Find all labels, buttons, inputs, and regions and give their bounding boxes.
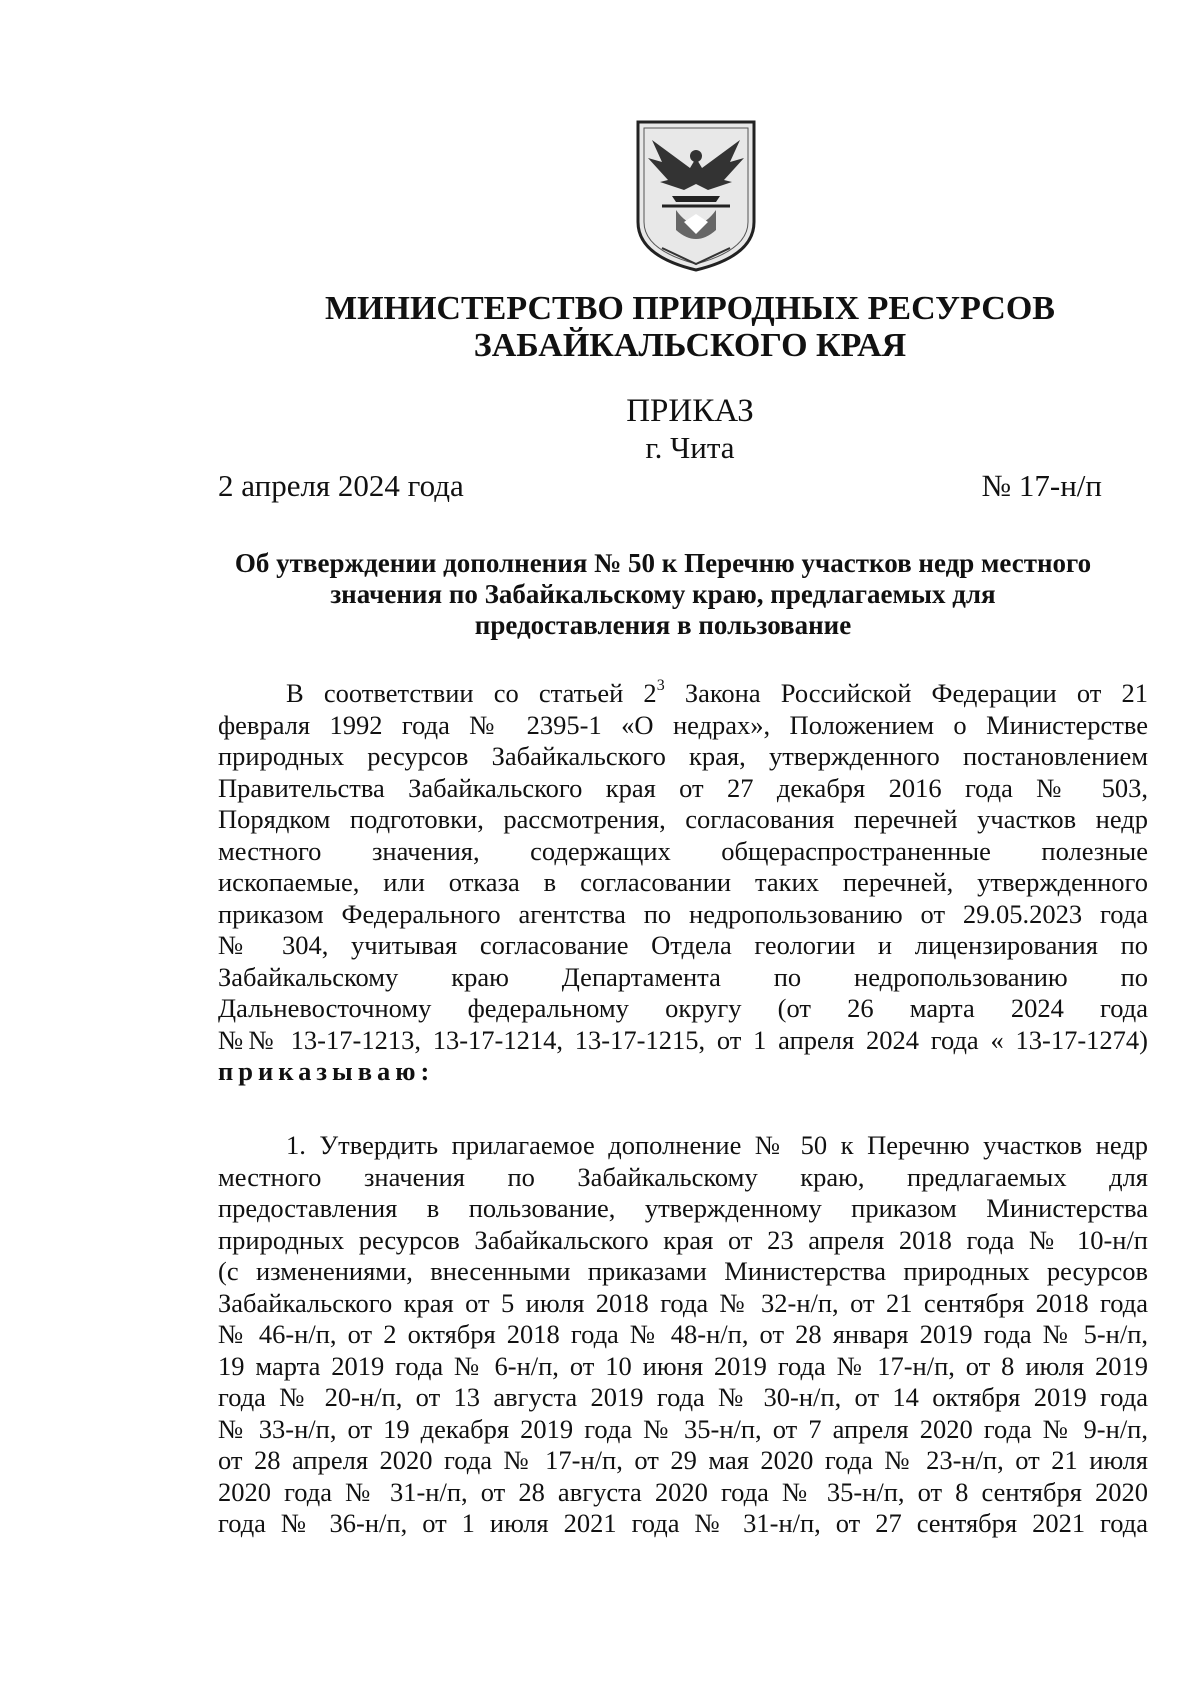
ministry-name-line1: МИНИСТЕРСТВО ПРИРОДНЫХ РЕСУРСОВ xyxy=(324,290,1055,327)
paragraph-line: февраля 1992 года № 2395-1 «О недрах», Положением о Министерстве xyxy=(218,709,1148,740)
paragraph-line: В соответствии со статьей $2^3$ Закона Российской Федерации от 21 xyxy=(286,677,1148,708)
order-keyword: приказываю: xyxy=(218,1056,435,1086)
paragraph-line: местного значения по Забайкальскому краю, предлагаемых для xyxy=(218,1161,1148,1192)
subject-line: Об утверждении дополнения № 50 к Перечню участков недр местного xyxy=(234,548,1092,578)
subject-line: значения по Забайкальскому краю, предлагаемых для xyxy=(330,579,996,609)
paragraph-line: Забайкальскому краю Департамента по недропользованию по xyxy=(218,961,1148,992)
paragraph-line: № 304, учитывая согласование Отдела геологии и лицензирования по xyxy=(218,930,1148,960)
coat-of-arms-icon xyxy=(632,118,760,272)
paragraph-line: приказом Федерального агентства по недропользованию от 29.05.2023 года xyxy=(218,898,1148,929)
document-type: ПРИКАЗ xyxy=(626,393,754,429)
ministry-name-line2: ЗАБАЙКАЛЬСКОГО КРАЯ xyxy=(473,327,907,364)
order-subject xyxy=(218,548,1108,641)
order-date: 2 апреля 2024 года xyxy=(218,468,464,503)
paragraph-line: от 28 апреля 2020 года № 17-н/п, от 29 мая 2020 года № 23-н/п, от 21 июля xyxy=(218,1445,1148,1475)
paragraph-line: природных ресурсов Забайкальского края от 23 апреля 2018 года № 10-н/п xyxy=(218,1224,1148,1255)
preamble-paragraph xyxy=(218,678,1148,1088)
paragraph-line: года № 36-н/п, от 1 июля 2021 года № 31-н/п, от 27 сентября 2021 года xyxy=(218,1508,1148,1538)
paragraph-line: года № 20-н/п, от 13 августа 2019 года № 30-н/п, от 14 октября 2019 года xyxy=(218,1382,1148,1412)
paragraph-line: Порядком подготовки, рассмотрения, согласования перечней участков недр xyxy=(218,804,1148,834)
paragraph-line: 1. Утвердить прилагаемое дополнение № 50 к Перечню участков недр xyxy=(286,1130,1148,1160)
paragraph-line: ископаемые, или отказа в согласовании таких перечней, утвержденного xyxy=(218,867,1148,897)
city: г. Чита xyxy=(645,430,735,465)
paragraph-line: (с изменениями, внесенными приказами Министерства природных ресурсов xyxy=(218,1256,1148,1286)
paragraph-line: местного значения, содержащих общераспространенные полезные xyxy=(218,835,1148,866)
paragraph-line: предоставления в пользование, утвержденному приказом Министерства xyxy=(218,1193,1148,1223)
paragraph-line: №№ 13-17-1213, 13-17-1214, 13-17-1215, от 1 апреля 2024 года « 13-17-1274) xyxy=(218,1024,1148,1055)
ministry-name xyxy=(0,290,1200,364)
paragraph-line: № 46-н/п, от 2 октября 2018 года № 48-н/п, от 28 января 2019 года № 5-н/п, xyxy=(218,1319,1148,1349)
order-number: № 17-н/п xyxy=(981,468,1102,503)
paragraph-line: Правительства Забайкальского края от 27 декабря 2016 года № 503, xyxy=(218,772,1148,803)
paragraph-line: № 33-н/п, от 19 декабря 2019 года № 35-н/п, от 7 апреля 2020 года № 9-н/п, xyxy=(218,1413,1148,1444)
item-1-paragraph xyxy=(218,1130,1148,1540)
paragraph-line: природных ресурсов Забайкальского края, утвержденного постановлением xyxy=(218,741,1148,771)
paragraph-line: Дальневосточному федеральному округу (от 26 марта 2024 года xyxy=(218,993,1148,1023)
paragraph-line: 19 марта 2019 года № 6-н/п, от 10 июня 2019 года № 17-н/п, от 8 июля 2019 xyxy=(218,1350,1148,1381)
subject-line: предоставления в пользование xyxy=(474,610,852,640)
paragraph-line: Забайкальского края от 5 июля 2018 года № 32-н/п, от 21 сентября 2018 года xyxy=(218,1287,1148,1318)
paragraph-line: 2020 года № 31-н/п, от 28 августа 2020 года № 35-н/п, от 8 сентября 2020 xyxy=(218,1476,1148,1507)
superscript: 3 xyxy=(656,677,665,694)
